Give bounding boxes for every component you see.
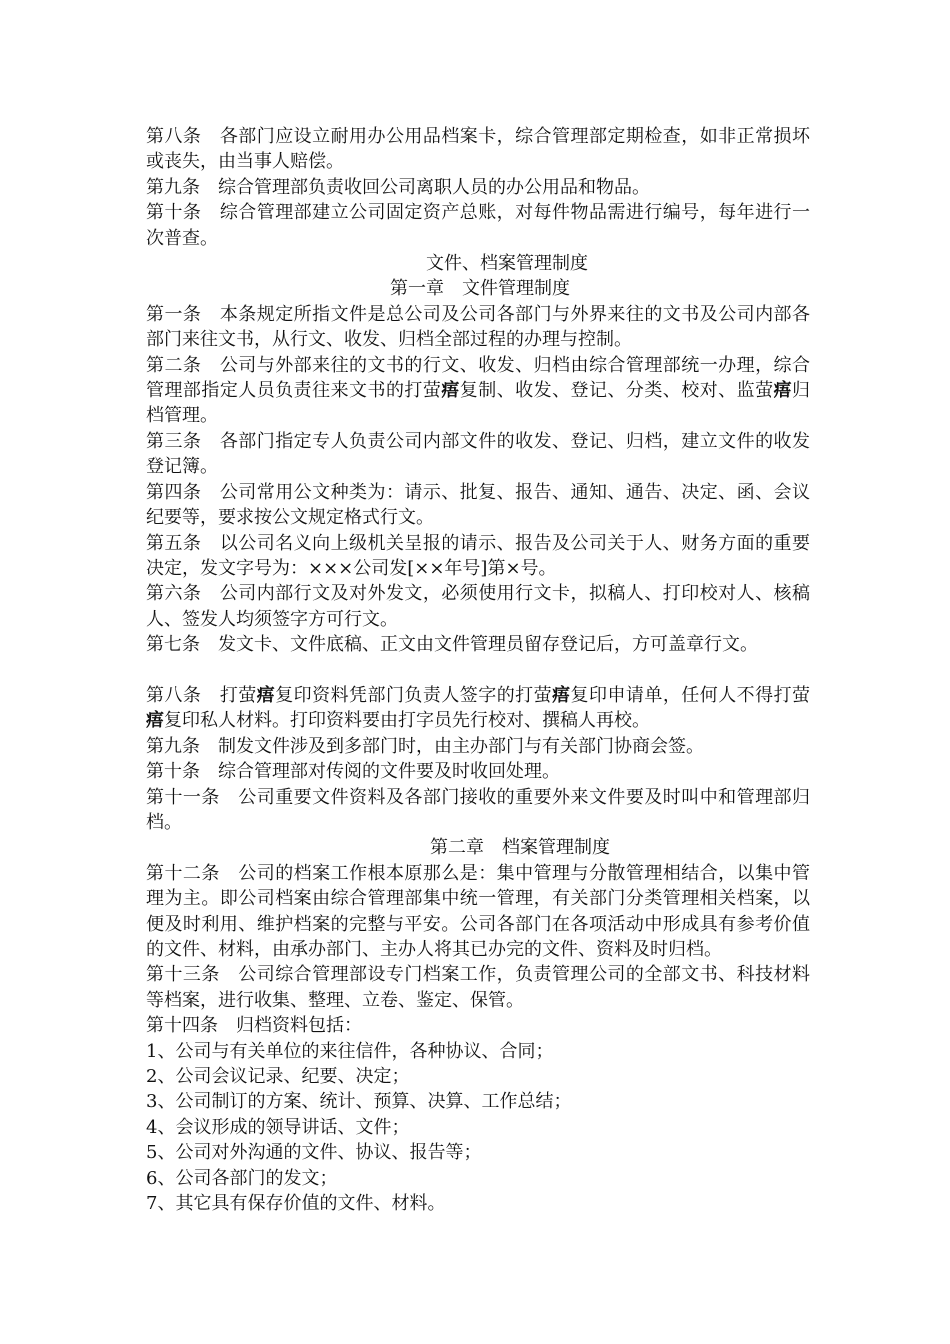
chapter-1-article-10: 第十条 综合管理部对传阅的文件要及时收回处理。 [146,761,560,783]
chapter-1-article-1: 第一条 本条规定所指文件是总公司及公司各部门与外界来往的文书及公司内部各部门来往文书，从行文、收发、归档全部过程的办理与控制。 [146,303,810,351]
chapter-1-article-3: 第三条 各部门指定专人负责公司内部文件的收发、登记、归档，建立文件的收发登记簿。 [146,430,810,478]
chapter-1-article-11: 第十一条 公司重要文件资料及各部门接收的重要外来文件要及时叫中和管理部归档。 [146,786,810,833]
chapter-2-article-13: 第十三条 公司综合管理部设专门档案工作，负责管理公司的全部文书、科技材料等档案，进行收集、整理、立卷、鉴定、保管。 [146,964,810,1011]
list-item: 5、公司对外沟通的文件、协议、报告等； [146,1142,482,1164]
chapter-1-article-4: 第四条 公司常用公文种类为：请示、批复、报告、通知、通告、决定、函、会议纪要等，要求按公文规定格式行文。 [146,481,810,529]
chapter-2-article-12: 第十二条 公司的档案工作根本原那么是：集中管理与分散管理相结合，以集中管理为主。即公司档案由综合管理部集中统一管理，有关部门分类管理相关档案，以便及时利用、维护档案的完整与平安。公司各部门在各项活动中形成具有参考价值的文件、材料，由承办部门、主办人将其已办完的文件、资料及时归档。 [146,862,810,960]
chapter-1-article-6: 第六条 公司内部行文及对外发文，必须使用行文卡，拟稿人、打印校对人、核稿人、签发人均须签字方可行文。 [146,583,810,630]
chapter-2-article-14: 第十四条 归档资料包括： [146,1015,362,1037]
article-8-office-supplies: 第八条 各部门应设立耐用办公用品档案卡，综合管理部定期检查，如非正常损坏或丧失，由当事人赔偿。 [146,126,810,173]
chapter-1-article-8: 第八条 打萤痦复印资料凭部门负责人签字的打萤痦复印申请单，任何人不得打萤痦复印私人材料。打印资料要由打字员先行校对、撰稿人再校。 [146,684,811,732]
chapter-1-article-5: 第五条 以公司名义向上级机关呈报的请示、报告及公司关于人、财务方面的重要决定，发文字号为：×××公司发[××年号]第×号。 [146,532,810,579]
list-item: 1、公司与有关单位的来往信件，各种协议、合同； [146,1040,554,1062]
list-item: 2、公司会议记录、纪要、决定； [146,1066,410,1088]
list-item: 6、公司各部门的发文； [146,1167,338,1189]
list-item: 3、公司制订的方案、统计、预算、决算、工作总结； [146,1091,572,1113]
article-10-office-supplies: 第十条 综合管理部建立公司固定资产总账，对每件物品需进行编号，每年进行一次普查。 [146,202,810,249]
list-item: 7、其它具有保存价值的文件、材料。 [146,1193,446,1215]
section-title: 文件、档案管理制度 [426,253,588,275]
list-item: 4、会议形成的领导讲话、文件； [146,1116,410,1138]
article-9-office-supplies: 第九条 综合管理部负责收回公司离职人员的办公用品和物品。 [146,176,650,198]
chapter-1-title: 第一章 文件管理制度 [390,278,570,300]
chapter-2-title: 第二章 档案管理制度 [430,837,610,859]
chapter-1-article-7: 第七条 发文卡、文件底稿、正文由文件管理员留存登记后，方可盖章行文。 [146,634,758,656]
blank-line [146,658,810,683]
chapter-1-article-2: 第二条 公司与外部来往的文书的行文、收发、归档由综合管理部统一办理，综合管理部指定人员负责往来文书的打萤痦复制、收发、登记、分类、校对、监萤痦归档管理。 [146,354,811,427]
chapter-1-article-9: 第九条 制发文件涉及到多部门时，由主办部门与有关部门协商会签。 [146,735,704,757]
